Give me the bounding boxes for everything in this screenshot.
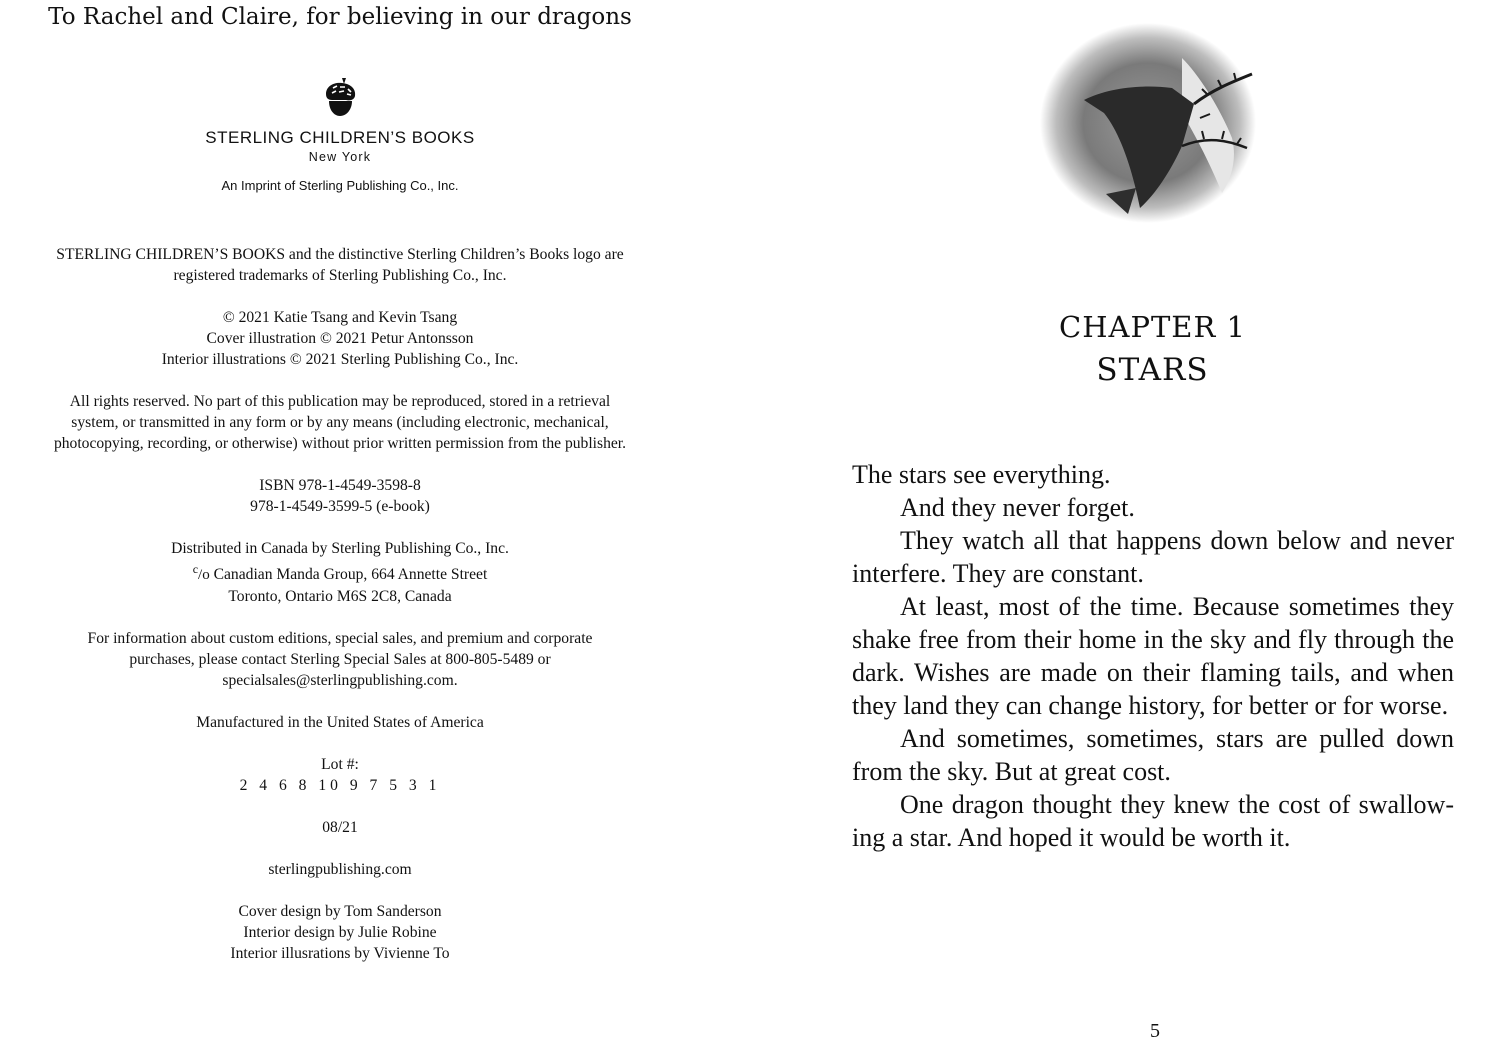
lot-label: Lot #: [321,756,359,774]
page-number: 5 [1150,1020,1160,1042]
text-line: © 2021 Katie Tsang and Kevin Tsang [222,309,458,326]
text-line: Cover design by Tom Sanderson [238,903,442,921]
address-street: Canadian Manda Group, 664 Annette Street [209,566,488,584]
paragraph: And they never forget. [900,493,1135,522]
care-of-c: c [192,562,199,576]
text-line: system, or transmitted in any form or by any means (including electronic, mechanical, [71,414,609,431]
copyright-notice [0,307,680,370]
distribution-block [0,538,680,607]
text-line: STERLING CHILDREN’S BOOKS and the distinctive Sterling Children’s Books logo are [56,246,624,263]
text-line [0,559,680,586]
paragraph: They watch all that happens down below and never interfere. They are constant. [852,526,1454,588]
special-sales-block [0,628,680,691]
text-line: Interior illustrations © 2021 Sterling Publishing Co., Inc. [161,351,519,368]
credits-block [0,901,680,964]
text-line: Interior design by Julie Robine [243,924,437,942]
chapter-number: CHAPTER 1 [1059,310,1246,344]
isbn-print: ISBN 978-1-4549-3598-8 [259,477,421,494]
acorn-logo-icon [320,76,360,118]
text-line: registered trademarks of Sterling Publishing Co., Inc. [173,267,507,284]
text-line: photocopying, recording, or otherwise) without prior written permission from the publisher. [53,435,627,452]
website: sterlingpublishing.com [268,861,412,879]
copyright-page [0,0,680,1061]
copyright-block [0,244,680,985]
paragraph: And sometimes, sometimes, stars are pulled down from the sky. But at great cost. [852,724,1454,786]
text-line: Cover illustration © 2021 Petur Antonsson [206,330,474,347]
isbn-ebook: 978-1-4549-3599-5 (e-book) [250,498,430,515]
dedication: To Rachel and Claire, for believing in our dragons [48,4,632,30]
chapter-title: STARS [1096,352,1209,388]
paragraph: One dragon thought they knew the cost of swallowing a star. And hoped it would be worth it. [852,790,1454,852]
isbn-block [0,475,680,517]
chapter-illustration [1032,18,1264,228]
text-line: All rights reserved. No part of this publication may be reproduced, stored in a retrieval [69,393,611,410]
trademark-notice [0,244,680,286]
manufactured-notice [0,712,680,733]
date-code-block [0,817,680,838]
text-line: Interior illusrations by Vivienne To [230,945,450,963]
lot-numbers: 2 4 6 8 10 9 7 5 3 1 [239,777,441,795]
lot-block [0,754,680,796]
care-of-o: /o [198,567,210,584]
paragraph: At least, most of the time. Because sometimes they shake free from their home in the sky and fly through the dark. Wishes are made on their flaming tails, and when they land they can change history, for better or for worse. [852,592,1454,720]
imprint-note: An Imprint of Sterling Publishing Co., Inc. [221,178,459,193]
website-block [0,859,680,880]
publisher-name: STERLING CHILDREN’S BOOKS [205,128,475,147]
chapter-page [760,0,1500,1061]
paragraph: The stars see everything. [852,460,1111,489]
text-line: Manufactured in the United States of America [196,714,484,732]
text-line: Distributed in Canada by Sterling Publishing Co., Inc. [171,540,509,557]
text-line: purchases, please contact Sterling Special Sales at 800-805-5489 or [129,651,551,669]
text-line: specialsales@sterlingpublishing.com. [222,672,458,690]
date-code: 08/21 [322,819,358,837]
rights-notice [0,391,680,454]
chapter-body [852,458,1454,854]
text-line: Toronto, Ontario M6S 2C8, Canada [228,588,452,606]
publisher-city: New York [308,150,372,164]
text-line: For information about custom editions, special sales, and premium and corporate [87,630,593,648]
